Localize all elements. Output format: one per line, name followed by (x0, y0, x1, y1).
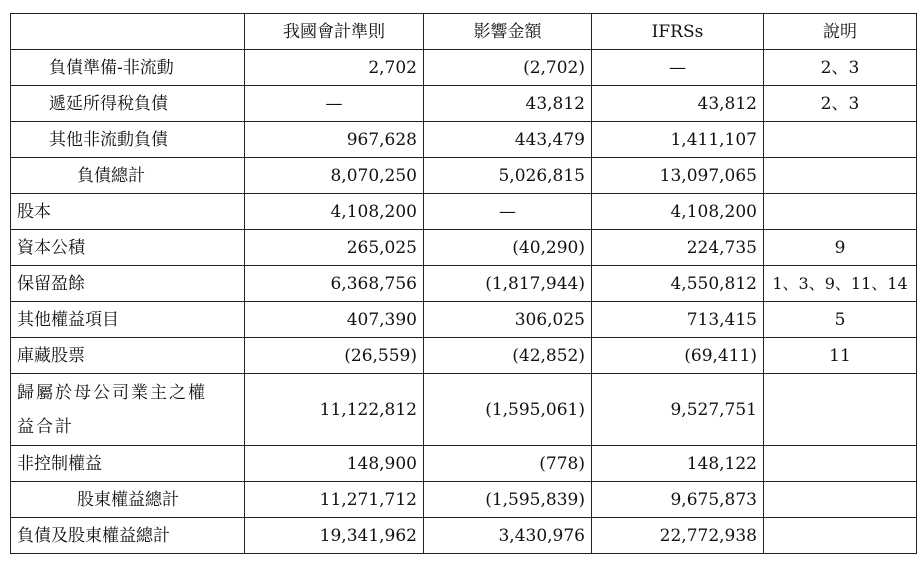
table-row (11, 86, 917, 122)
row-gaap-value: 967,628 (245, 122, 424, 158)
row-gaap-value: 11,271,712 (245, 482, 424, 518)
table-row (11, 446, 917, 482)
row-label: 負債總計 (11, 158, 245, 194)
row-note (764, 194, 917, 230)
table-row (11, 482, 917, 518)
row-gaap-value: 407,390 (245, 302, 424, 338)
row-gaap-value: 8,070,250 (245, 158, 424, 194)
row-ifrs-value: 224,735 (592, 230, 764, 266)
header-gaap: 我國會計準則 (245, 14, 424, 50)
ifrs-reconciliation-table (10, 13, 917, 554)
row-label: 負債及股東權益總計 (11, 518, 245, 554)
table-row (11, 50, 917, 86)
row-note (764, 158, 917, 194)
row-note (764, 518, 917, 554)
table-row (11, 194, 917, 230)
row-gaap-value: 4,108,200 (245, 194, 424, 230)
row-note: 11 (764, 338, 917, 374)
row-note: 2、3 (764, 50, 917, 86)
row-note (764, 122, 917, 158)
row-ifrs-value: — (592, 50, 764, 86)
header-effect: 影響金額 (424, 14, 592, 50)
row-gaap-value: (26,559) (245, 338, 424, 374)
table-row (11, 230, 917, 266)
row-gaap-value: 11,122,812 (245, 374, 424, 446)
row-gaap-value: 6,368,756 (245, 266, 424, 302)
row-label: 其他非流動負債 (11, 122, 245, 158)
row-note (764, 482, 917, 518)
row-ifrs-value: 43,812 (592, 86, 764, 122)
row-effect-value: (2,702) (424, 50, 592, 86)
row-label: 庫藏股票 (11, 338, 245, 374)
row-effect-value: 306,025 (424, 302, 592, 338)
row-note: 5 (764, 302, 917, 338)
table-header-row (11, 14, 917, 50)
table-row (11, 338, 917, 374)
row-effect-value: (42,852) (424, 338, 592, 374)
table-row (11, 374, 917, 446)
row-effect-value: (1,595,839) (424, 482, 592, 518)
row-effect-value: 3,430,976 (424, 518, 592, 554)
row-label: 非控制權益 (11, 446, 245, 482)
row-note (764, 446, 917, 482)
row-effect-value: (1,595,061) (424, 374, 592, 446)
row-effect-value: (1,817,944) (424, 266, 592, 302)
row-gaap-value: — (245, 86, 424, 122)
row-label: 股東權益總計 (11, 482, 245, 518)
row-ifrs-value: 4,108,200 (592, 194, 764, 230)
row-ifrs-value: 9,527,751 (592, 374, 764, 446)
header-ifrs: IFRSs (592, 14, 764, 50)
row-label: 股本 (11, 194, 245, 230)
row-ifrs-value: (69,411) (592, 338, 764, 374)
row-label: 負債準備-非流動 (11, 50, 245, 86)
row-gaap-value: 148,900 (245, 446, 424, 482)
header-note: 說明 (764, 14, 917, 50)
row-gaap-value: 2,702 (245, 50, 424, 86)
row-ifrs-value: 13,097,065 (592, 158, 764, 194)
row-gaap-value: 19,341,962 (245, 518, 424, 554)
row-ifrs-value: 713,415 (592, 302, 764, 338)
row-effect-value: 43,812 (424, 86, 592, 122)
row-ifrs-value: 22,772,938 (592, 518, 764, 554)
row-effect-value: 5,026,815 (424, 158, 592, 194)
row-effect-value: (40,290) (424, 230, 592, 266)
row-gaap-value: 265,025 (245, 230, 424, 266)
row-ifrs-value: 9,675,873 (592, 482, 764, 518)
row-effect-value: (778) (424, 446, 592, 482)
row-effect-value: — (424, 194, 592, 230)
header-blank-cell (11, 14, 245, 50)
table-row (11, 266, 917, 302)
row-note: 2、3 (764, 86, 917, 122)
table-row (11, 122, 917, 158)
row-label: 資本公積 (11, 230, 245, 266)
row-label: 保留盈餘 (11, 266, 245, 302)
table-row (11, 158, 917, 194)
row-note (764, 374, 917, 446)
row-ifrs-value: 4,550,812 (592, 266, 764, 302)
table-row (11, 302, 917, 338)
row-effect-value: 443,479 (424, 122, 592, 158)
row-label: 歸屬於母公司業主之權益合計 (17, 382, 207, 437)
row-note: 1、3、9、11、14 (764, 266, 917, 302)
row-label: 其他權益項目 (11, 302, 245, 338)
table-row (11, 518, 917, 554)
row-ifrs-value: 1,411,107 (592, 122, 764, 158)
row-ifrs-value: 148,122 (592, 446, 764, 482)
row-label: 遞延所得稅負債 (11, 86, 245, 122)
row-note: 9 (764, 230, 917, 266)
